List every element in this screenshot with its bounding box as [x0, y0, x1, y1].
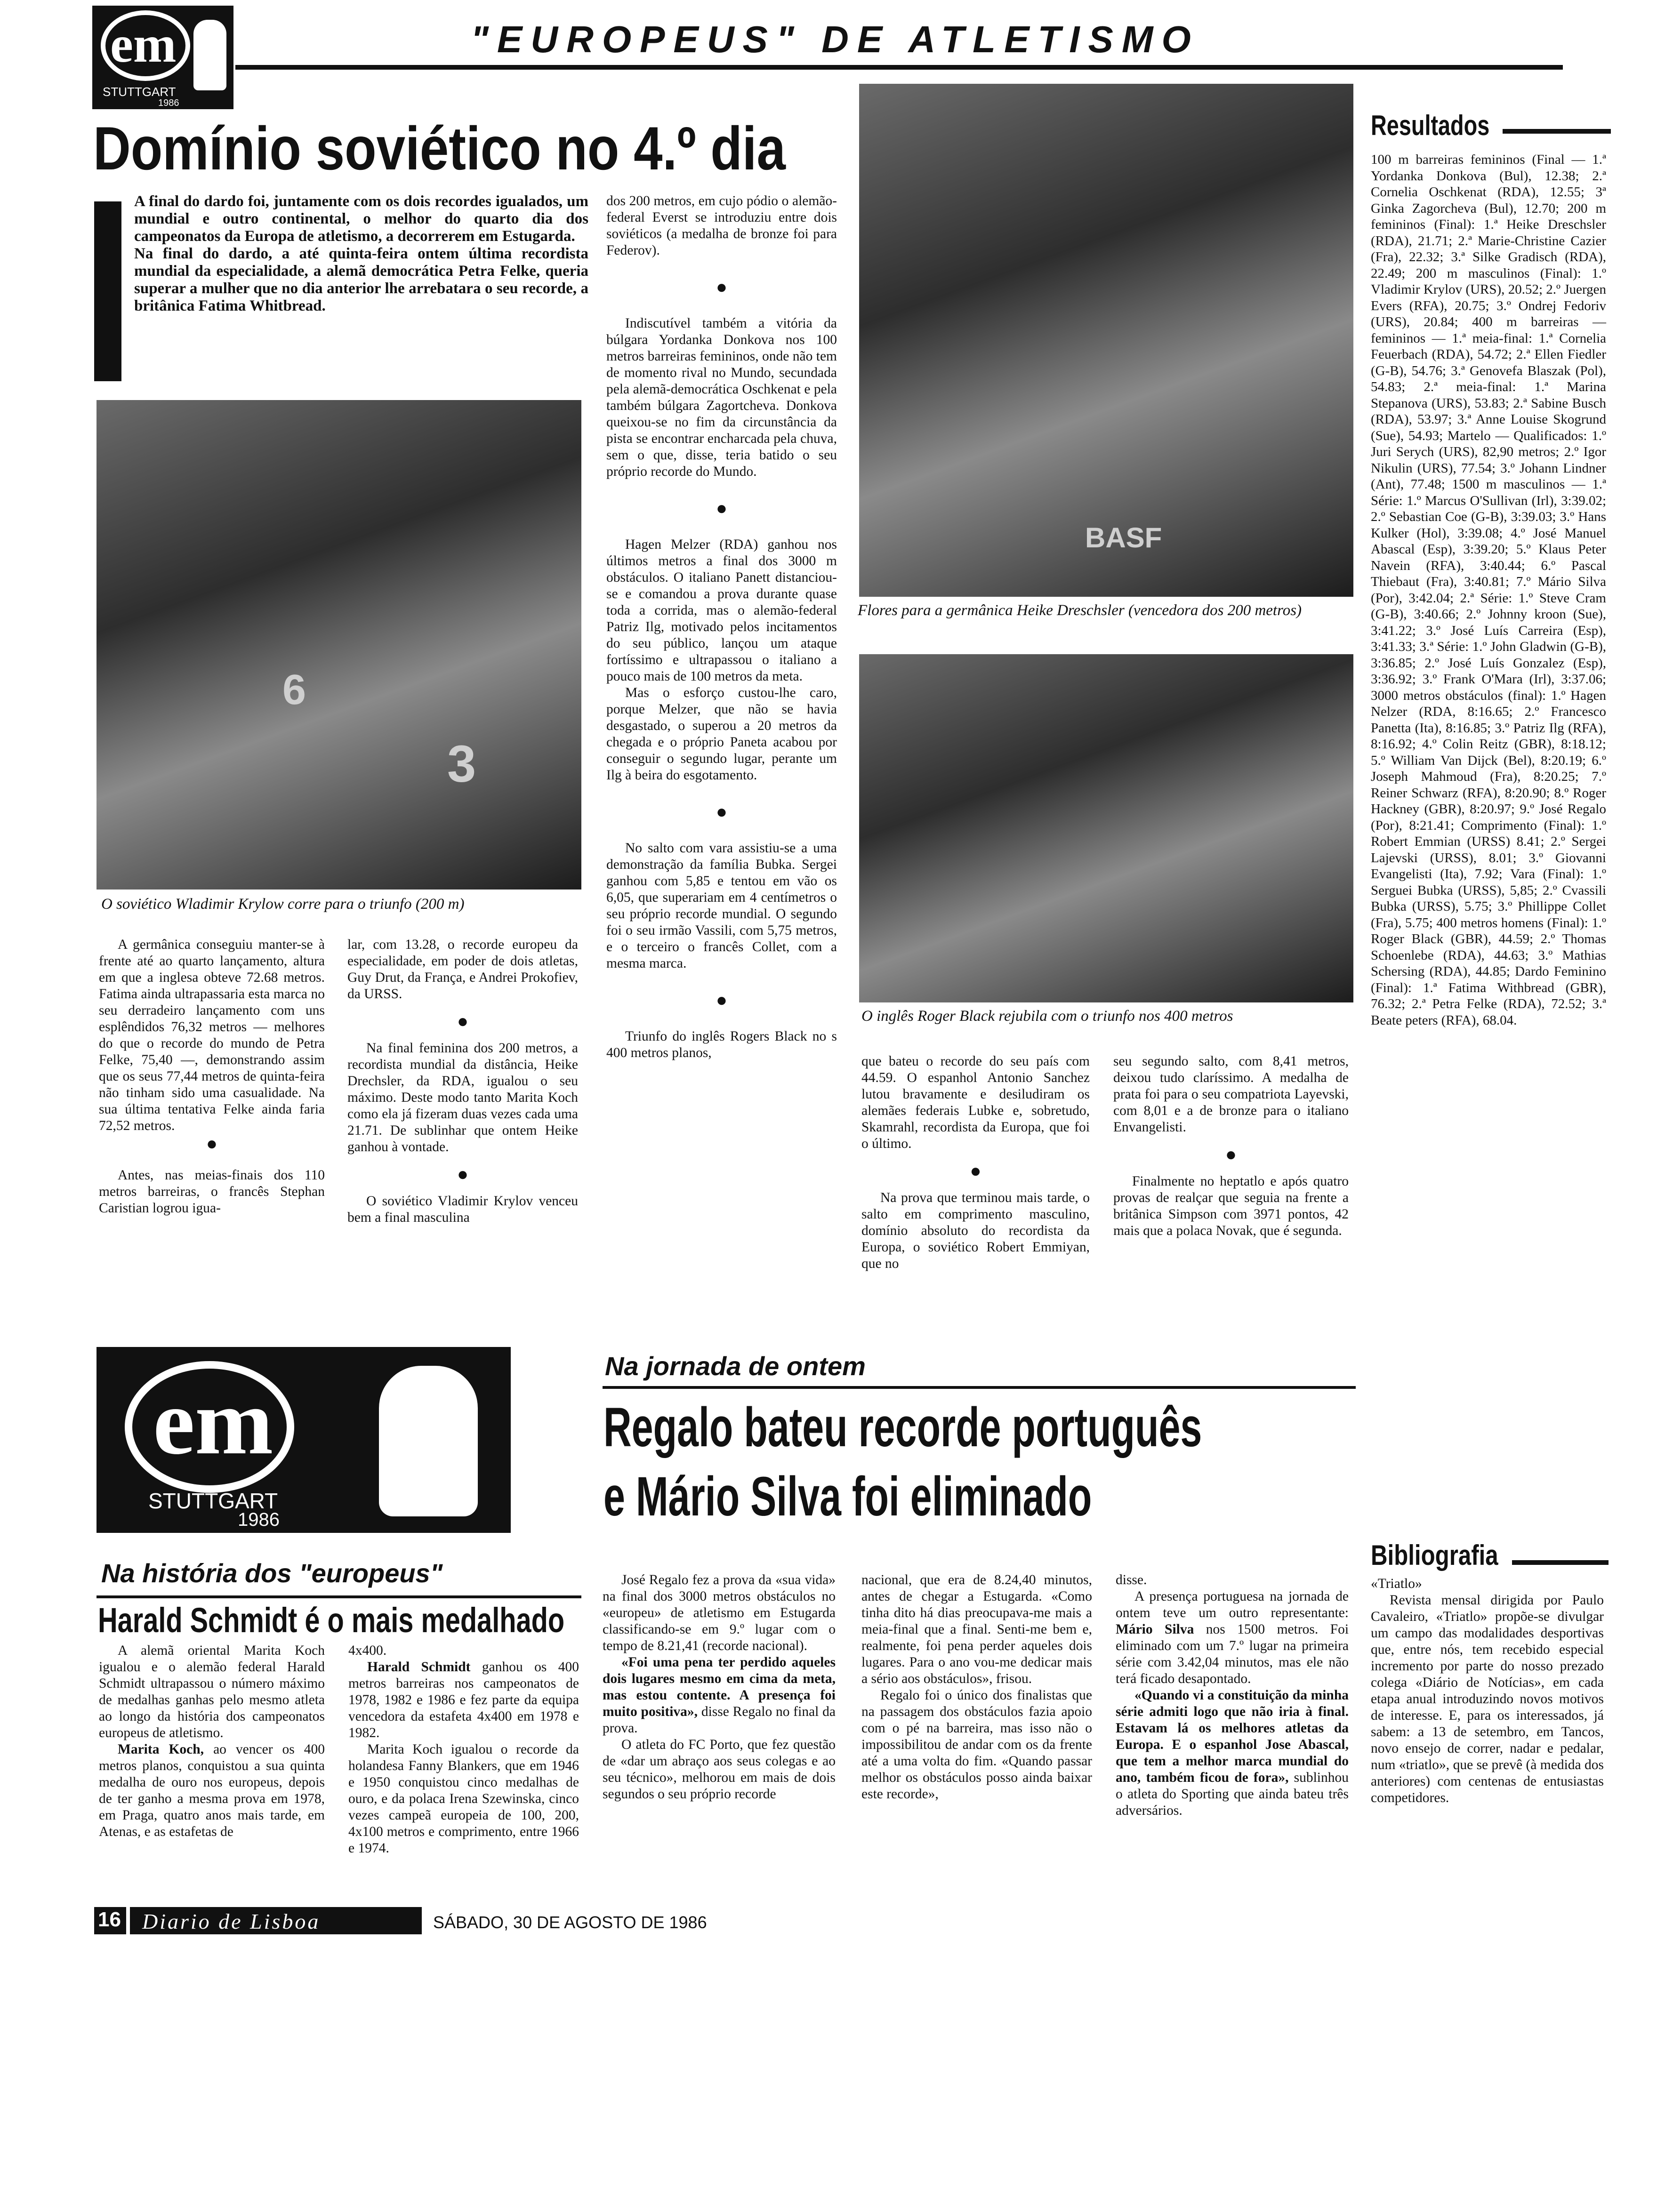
heading-rule	[1512, 1560, 1609, 1565]
paragraph	[99, 1741, 325, 1840]
intro-bar	[94, 201, 121, 381]
paper-name: Diario de Lisboa	[142, 1909, 321, 1933]
logo-city: STUTTGART	[103, 85, 176, 99]
quote: «Foi uma pena ter perdido aqueles dois lugares mesmo em cima da meta, mas estou contente. A presença foi muito positiva»,	[603, 1655, 836, 1719]
photo-black-caption: O inglês Roger Black rejubila com o triunfo nos 400 metros	[861, 1008, 1233, 1025]
text: disse Regalo no final da prova.	[603, 1704, 836, 1736]
paragraph: Hagen Melzer (RDA) ganhou nos últimos metros a final dos 3000 m obstáculos. O italiano Panett distanciou-se e comandou a prova durante quase toda a corrida, mas o alemão-federal Patriz Ilg, motivado pelos incitamentos do seu público, lançou um ataque fortíssimo e ultrapassou o italiano a pouco mais de 100 metros da meta.	[606, 537, 837, 684]
kicker-rule	[603, 1386, 1356, 1389]
athlete-name: Marita Koch,	[118, 1742, 204, 1757]
paragraph: No salto com vara assistiu-se a uma demonstração da família Bubka. Sergei ganhou com 5,85 e tentou em vão os 6,05, que superariam em 4 centímetros o seu próprio recorde mundial. O segundo foi o seu irmão Vassili, com 5,75 metros, e o terceiro o francês Collet, com a mesma marca.	[606, 841, 837, 971]
header-rule	[235, 65, 1563, 70]
separator-dot: ●	[716, 497, 728, 519]
paragraph: Revista mensal dirigida por Paulo Cavaleiro, «Triatlo» propõe-se divulgar um campo das modalidades desportivas que, entre nós, tem recebido especial incremento por parte do nosso prezado colega «Diário de Notícias», em cada etapa anual introduzindo novos motivos de interesse. E, para os interessados, já sabem: a 13 de setembro, em Tancos, novo ensejo de correr, nadar e pedalar, num «triatlo», que se prevê (à medida dos anteriores) com centenas de entusiastas competidores.	[1371, 1593, 1604, 1805]
photo-drechsler-caption: Flores para a germânica Heike Dreschsler (vencedora dos 200 metros)	[858, 602, 1302, 619]
second-logo	[97, 1347, 511, 1533]
separator-dot: ●	[716, 989, 728, 1010]
bibliography-heading-text: Bibliografia	[1371, 1539, 1498, 1571]
text: ganhou os 400 metros barreiras nos campeonatos de 1978, 1982 e 1986 e fez parte da equipa vencedora da estafeta 4x400 em 1978 e 1982.	[348, 1659, 579, 1740]
second-kicker: Na jornada de ontem	[605, 1351, 866, 1381]
intro-paragraph-1: A final do dardo foi, juntamente com os dois recordes igualados, um mundial e outro continental, o melhor do quarto dia dos campeonatos da Europa de atletismo, a decorrerem em Estugarda.	[134, 193, 588, 245]
bibliography-title: «Triatlo»	[1371, 1576, 1422, 1591]
paragraph: Indiscutível também a vitória da búlgara Yordanka Donkova nos 100 metros barreiras femininos, onde não tem de momento rival no Mundo, secundada pela alemã-democrática Oschkenat e pela também búlgara Zagortcheva. Donkova queixou-se no fim da circunstância da pista se encontrar encharcada pela chuva, sem o que, disse, teria batido o seu próprio recorde do Mundo.	[606, 316, 837, 479]
history-column-2	[348, 1643, 579, 1857]
second-headline-2: e Mário Silva foi eliminado	[603, 1466, 1092, 1528]
paragraph: Finalmente no heptatlo e após quatro provas de realçar que seguia na frente a britânica Simpson com 3971 pontos, 42 mais que a polaca Novak, que é segunda.	[1113, 1174, 1349, 1238]
second-headline-1: Regalo bateu recorde português	[603, 1396, 1202, 1459]
logo-letters: em	[153, 1370, 273, 1474]
results-heading	[1371, 109, 1606, 142]
history-headline: Harald Schmidt é o mais medalhado	[98, 1601, 565, 1640]
separator-dot: ●	[1225, 1144, 1237, 1165]
lead-column-b	[347, 937, 578, 1226]
separator-dot: ●	[206, 1133, 218, 1154]
section-title: "EUROPEUS" DE ATLETISMO	[471, 18, 1199, 60]
lead-headline: Domínio soviético no 4.º dia	[93, 114, 786, 183]
sponsor-text: BASF	[1085, 522, 1162, 553]
paragraph: Antes, nas meias-finais dos 110 metros barreiras, o francês Stephan Caristian logrou igua-	[99, 1168, 325, 1216]
lead-column-d	[861, 1053, 1090, 1272]
lead-column-a	[99, 937, 325, 1217]
second-column-3	[1116, 1572, 1349, 1819]
photo-black	[859, 654, 1353, 1002]
paragraph	[603, 1654, 836, 1737]
text: ao vencer os 400 metros planos, conquistou a sua quinta medalha de ouro nos europeus, depois de ter ganho a mesma prova em 1978, em Praga, quatro anos mais tarde, em Atenas, e as estafetas de	[99, 1742, 325, 1839]
paragraph: Na prova que terminou mais tarde, o salto em comprimento masculino, domínio absoluto do recordista da Europa, o soviético Robert Emmiyan, que no	[861, 1190, 1090, 1271]
separator-dot: ●	[457, 1010, 469, 1032]
paragraph: A germânica conseguiu manter-se à frente até ao quarto lançamento, altura em que a inglesa obteve 72.68 metros. Fatima ainda ultrapassaria esta marca no seu derradeiro lançamento com uns esplêndidos 76,32 metros — melhores do que o recorde do mundo de Petra Felke, 75,40 —, demonstrando assim que os seus 77,44 metros de quinta-feira não tinham sido uma casualidade. Na sua última tentativa Felke ainda faria 72,52 metros.	[99, 937, 325, 1133]
text: nos 1500 metros. Foi eliminado com um 7.º lugar na primeira série com 3.42,04 minutos, mas ele não terá ficado desapontado.	[1116, 1622, 1349, 1686]
heading-rule	[1503, 129, 1611, 134]
separator-dot: ●	[457, 1163, 469, 1185]
page-number: 16	[98, 1908, 121, 1931]
history-kicker: Na história dos "europeus"	[101, 1558, 443, 1588]
bib-number-6: 6	[282, 666, 306, 713]
logo-city: STUTTGART	[148, 1489, 278, 1513]
athlete-name: Harald Schmidt	[367, 1659, 471, 1675]
logo-year: 1986	[158, 98, 179, 108]
results-list: 100 m barreiras femininos (Final — 1.ª Yordanka Donkova (Bul), 12.38; 2.ª Cornelia Oschkenat (RDA), 12.55; 3ª Ginka Zagorcheva (Bul), 12.70; 200 m femininos (Final): 1.ª Heike Dreschsler (RDA), 21.71; 2.ª Marie-Christine Cazier (Fra), 22.32; 3.ª Silke Gradisch (RDA), 22.49; 200 m masculinos (Final): 1.º Vladimir Krylov (URS), 20.52; 2.º Juergen Evers (RFA), 20.75; 3.º Ondrej Fedoriv (URS), 20.84; 400 m barreiras — femininos — 1.ª meia-final: 1.ª Cornelia Feuerbach (RDA), 54.72; 2.ª Ellen Fiedler (G-B), 54.76; 3.ª Genovefa Blaszak (Pol), 54.83; 2.ª meia-final: 1.ª Marina Stepanova (URS), 53.83; 2.ª Sabine Busch (RDA), 53.97; 3.ª Anne Louise Skogrund (Sue), 54.93; Martelo — Qualificados: 1.º Juri Serych (URS), 82,90 metros; 2.º Igor Nikulin (URS), 77.54; 3.º Johann Lindner (Ant), 77.48; 1500 m masculinos — 1.ª Série: 1.º Marcus O'Sullivan (Irl), 3:39.02; 2.º Sebastian Coe (G-B), 3:39.03; 3.º Hans Kulker (Hol), 3:39.08; 4.º José Manuel Abascal (Esp), 3:39.20; 5.º Klaus Peter Navein (RFA), 3:40.44; 6.º Pascal Thiebaut (Fra), 3:40.81; 7.º Mário Silva (Por), 3:42.04; 2.ª Série: 1.º Steve Cram (G-B), 3:40.66; 2.º Johnny kroon (Sue), 3:41.22; 3.º José Luís Carreira (Esp), 3:41.33; 3.ª Série: 1.º John Gladwin (G-B), 3:36.85; 2.º José Luís Gonzalez (Esp), 3:36.92; 3.º Frank O'Mara (Irl), 3:37.06; 3000 metros obstáculos (final): 1.º Hagen Nelzer (RDA, 8:16.65; 2.º Francesco Panetta (Ita), 8:16.85; 3.º Patriz Ilg (RFA), 8:16.92; 4.º Colin Reitz (GBR), 8:18.12; 5.º William Van Dijck (Bel), 8:20.19; 6.º Joseph Mahmoud (Fra), 8:20.25; 7.º Reiner Schwarz (RFA), 8:20.90; 8.º Roger Hackney (GBR), 8:20.97; 9.º José Regalo (Por), 8:21.41; Comprimento (Final): 1.º Robert Emmian (URSS) 8.41; 2.º Sergei Lajevski (URSS), 8.01; 3.º Giovanni Evangelisti (Ita), 7.92; Vara (Final): 1.º Serguei Bubka (URSS), 5,85; 2.º Cvassili Bubka (URSS), 5.75; 3.º Phillippe Collet (Fra), 5.75; 400 metros homens (Final): 1.º Roger Black (GBR), 44.59; 2.º Thomas Schoenlebe (RDA), 44.63; 3.º Mathias Schersing (RDA), 44.85; Dardo Feminino (Final): 1.ª Fatima Withbread (GBR), 76.32; 2.ª Petra Felke (RDA), 72.52; 3.ª Beate peters (RFA), 68.04.	[1371, 152, 1606, 1028]
lead-column-e	[1113, 1053, 1349, 1239]
photo-krylow-caption: O soviético Wladimir Krylow corre para o triunfo (200 m)	[101, 896, 465, 913]
mascot-icon	[379, 1366, 478, 1516]
paragraph: A alemã oriental Marita Koch igualou e o alemão federal Harald Schmidt ultrapassou o número máximo de medalhas ganhas pelo mesmo atleta ao longo da história dos campeonatos europeus de atletismo.	[99, 1643, 325, 1740]
photo-drechsler	[859, 84, 1353, 597]
bibliography-heading	[1371, 1539, 1606, 1571]
paragraph: Mas o esforço custou-lhe caro, porque Melzer, que não se havia desgastado, o superou a 20 metros da chegada e o próprio Paneta acabou por conseguir o segundo lugar, perante um Ilg à beira do esgotamento.	[606, 685, 837, 783]
header-logo	[92, 6, 233, 109]
paragraph: O soviético Vladimir Krylov venceu bem a final masculina	[347, 1194, 578, 1225]
paper-name-box	[130, 1907, 422, 1934]
logo-year: 1986	[238, 1509, 280, 1530]
history-column-1	[99, 1643, 325, 1840]
bib-number-3: 3	[447, 735, 476, 793]
text: A presença portuguesa na jornada de ontem teve um outro representante:	[1116, 1589, 1349, 1620]
lead-intro	[134, 193, 588, 315]
separator-dot: ●	[716, 801, 728, 822]
issue-date: SÁBADO, 30 DE AGOSTO DE 1986	[433, 1913, 707, 1932]
paragraph	[1116, 1588, 1349, 1687]
athlete-name: Mário Silva	[1116, 1622, 1194, 1637]
text: sublinhou o atleta do Sporting que ainda bateu três adversários.	[1116, 1770, 1349, 1818]
paragraph	[348, 1659, 579, 1741]
paragraph: José Regalo fez a prova da «sua vida» na final dos 3000 metros obstáculos no «europeu» de atletismo em Estugarda classificando-se em 9.º lugar com o tempo de 8.21,41 (recorde nacional).	[603, 1572, 836, 1653]
paragraph: lar, com 13.28, o recorde europeu da especialidade, em poder de dois atletas, Guy Drut, da França, e Andrei Prokofiev, da URSS.	[347, 937, 578, 1002]
paragraph: Triunfo do inglês Rogers Black no s 400 metros planos,	[606, 1029, 837, 1060]
second-column-1	[603, 1572, 836, 1803]
photo-krylow	[97, 400, 581, 890]
second-column-2	[861, 1572, 1092, 1803]
bibliography-body	[1371, 1576, 1604, 1806]
results-heading-text: Resultados	[1371, 110, 1490, 141]
paragraph: dos 200 metros, em cujo pódio o alemão-federal Everst se introduziu entre dois soviéticos (a medalha de bronze foi para Federov).	[606, 193, 837, 258]
paragraph: disse.	[1116, 1572, 1147, 1587]
paragraph: O atleta do FC Porto, que fez questão de «dar um abraço aos seus colegas e ao seu técnico», melhorou em mais de dois segundos o seu próprio recorde	[603, 1737, 836, 1802]
paragraph: nacional, que era de 8.24,40 minutos, antes de chegar a Estugarda. «Como tinha dito há dias preocupava-me mais a meia-final que a final. Senti-me bem e, realmente, foi pena perder aqueles dois lugares. Para o ano vou-me dedicar mais a sério aos obstáculos», frisou.	[861, 1572, 1092, 1686]
separator-dot: ●	[716, 276, 728, 297]
paragraph: que bateu o recorde do seu país com 44.59. O espanhol Antonio Sanchez lutou bravamente e desiludiram os alemães federais Lubke e, sobretudo, Skamrahl, recordista da Europa, que foi o último.	[861, 1054, 1090, 1151]
page-number-box	[94, 1907, 126, 1934]
paragraph: Regalo foi o único dos finalistas que na passagem dos obstáculos fazia apoio com o pé na barreira, mas isso não o impossibilitou de andar com os da frente até a uma volta do fim. «Quando passar melhor os obstáculos posso ainda baixar este recorde»,	[861, 1688, 1092, 1802]
kicker-rule	[97, 1595, 581, 1598]
logo-letters: em	[110, 16, 177, 73]
mascot-icon	[193, 20, 226, 90]
paragraph: seu segundo salto, com 8,41 metros, deixou tudo claríssimo. A medalha de prata foi para o seu compatriota Layevski, com 8,01 e a de bronze para o italiano Envangelisti.	[1113, 1054, 1349, 1135]
paragraph: 4x400.	[348, 1643, 387, 1658]
lead-column-c	[606, 193, 837, 1061]
intro-paragraph-2: Na final do dardo, a até quinta-feira ontem última recordista mundial da especialidade, a alemã democrática Petra Felke, queria superar a mulher que no dia anterior lhe arrebatara o seu recorde, a britânica Fatima Whitbread.	[134, 245, 588, 314]
paragraph: Na final feminina dos 200 metros, a recordista mundial da distância, Heike Drechsler, da RDA, igualou o seu máximo. Deste modo tanto Marita Koch como ela já fizeram duas vezes cada uma 21.71. De sublinhar que ontem Heike ganhou à vontade.	[347, 1041, 578, 1154]
separator-dot: ●	[970, 1160, 981, 1181]
paragraph	[1116, 1687, 1349, 1819]
quote: «Quando vi a constituição da minha série admiti logo que não iria à final. Estavam lá os melhores atletas da Europa. E o espanhol Jose Abascal, que tem a melhor marca mundial do ano, também ficou de fora»,	[1116, 1688, 1349, 1785]
paragraph: Marita Koch igualou o recorde da holandesa Fanny Blankers, que em 1946 e 1950 conquistou cinco medalhas de ouro, e da polaca Irena Szewinska, cinco vezes campeã europeia de 100, 200, 4x100 metros e comprimento, entre 1966 e 1974.	[348, 1742, 579, 1856]
